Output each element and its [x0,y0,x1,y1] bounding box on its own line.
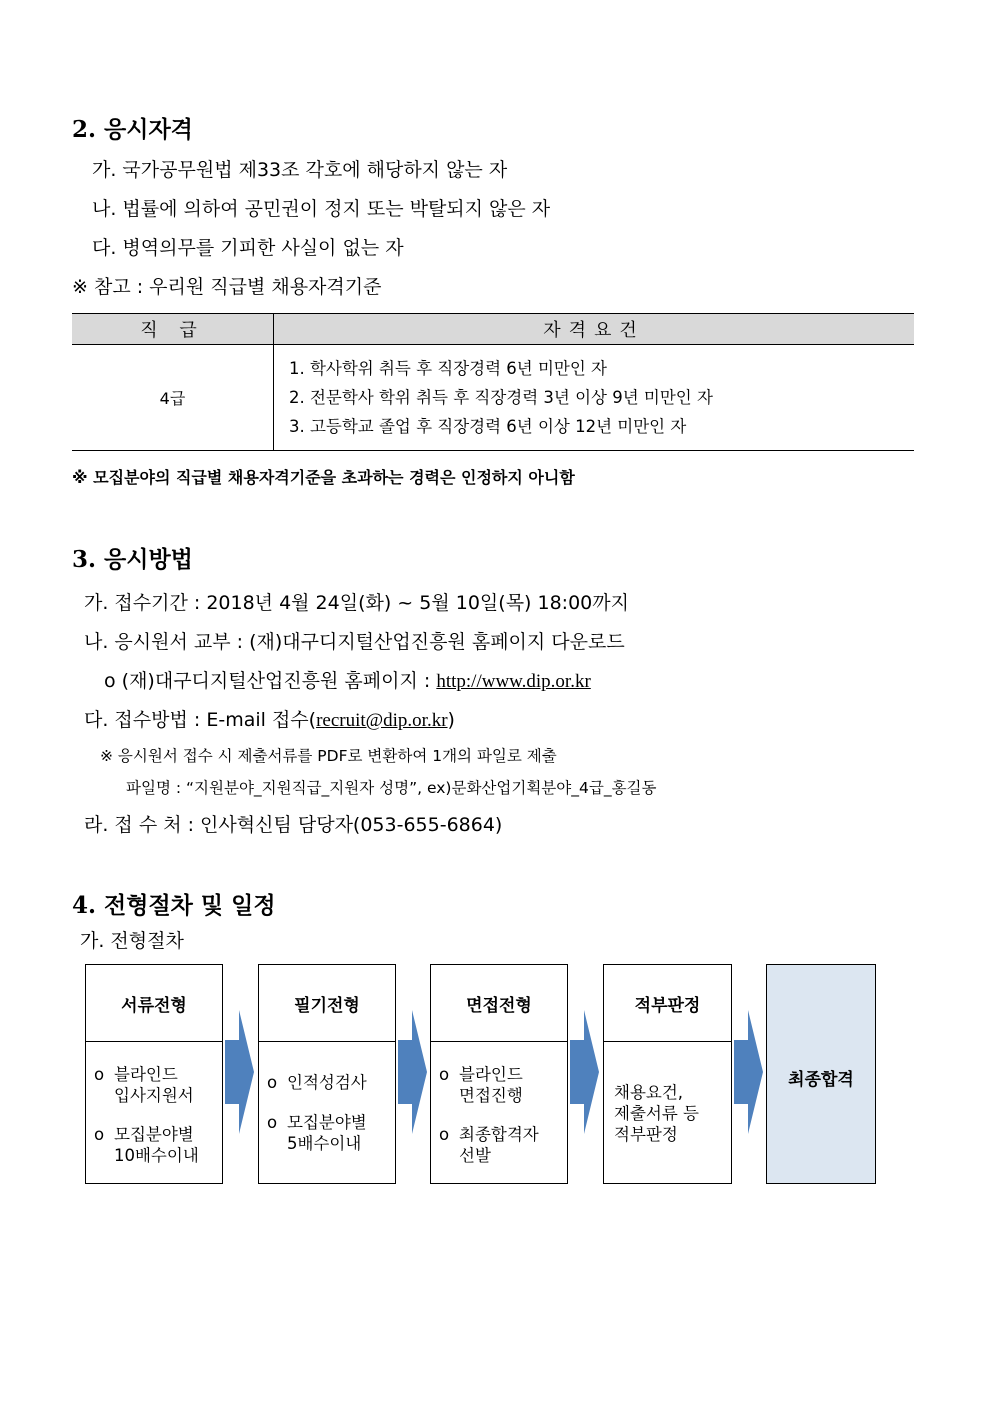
email-link[interactable]: recruit@dip.or.kr [316,710,448,731]
step-title: 면접전형 [431,965,567,1042]
homepage-link[interactable]: http://www.dip.or.kr [436,671,591,692]
step-detail: 블라인드 입사지원서 [114,1065,194,1105]
qualification-item-1: 가. 국가공무원법 제33조 각호에 해당하지 않는 자 [92,159,508,181]
homepage-line [104,666,591,693]
application-period: 가. 접수기간 : 2018년 4월 24일(화) ~ 5월 10일(목) 18:00까지 [84,592,629,614]
qualification-table [72,313,914,451]
process-subtitle: 가. 전형절차 [80,930,184,952]
section-3-title: 3. 응시방법 [72,546,193,573]
step-title: 필기전형 [259,965,395,1042]
table-footnote: ※ 모집분야의 직급별 채용자격기준을 초과하는 경력은 인정하지 아니함 [72,468,575,487]
step-title: 서류전형 [86,965,222,1042]
application-form: 나. 응시원서 교부 : (재)대구디지털산업진흥원 홈페이지 다운로드 [84,631,625,653]
table-header-requirements: 자격요건 [274,314,915,345]
section-2-title: 2. 응시자격 [72,116,193,143]
method-line [84,705,455,732]
homepage-label: o (재)대구디지털산업진흥원 홈페이지 : [104,670,437,692]
requirement-item: 2. 전문학사 학위 취득 후 직장경력 3년 이상 9년 미만인 자 [289,388,713,407]
submission-note: ※ 응시원서 접수 시 제출서류를 PDF로 변환하여 1개의 파일로 제출 [100,747,557,765]
arrow-right-icon [225,1010,255,1134]
step-detail: 인적성검사 [287,1073,367,1092]
arrow-right-icon [398,1010,428,1134]
step-title: 적부판정 [604,965,731,1042]
table-cell-requirements [274,345,915,451]
step-document-screening: 서류전형 o 블라인드 입사지원서 o 모집분야별 10배수이내 [85,964,223,1184]
requirement-item: 1. 학사학위 취득 후 직장경력 6년 미만인 자 [289,359,607,378]
final-pass-label: 최종합격 [788,1070,854,1090]
step-detail: 모집분야별 5배수이내 [287,1113,367,1153]
step-detail: 채용요건, 제출서류 등 적부판정 [614,1083,699,1144]
arrow-right-icon [734,1010,764,1134]
method-label: 다. 접수방법 : E-mail 접수( [84,709,317,731]
table-cell-grade: 4급 [72,345,274,451]
section-4-title: 4. 전형절차 및 일정 [72,892,276,919]
step-interview: 면접전형 o 블라인드 면접진행 o 최종합격자 선발 [430,964,568,1184]
requirement-item: 3. 고등학교 졸업 후 직장경력 6년 이상 12년 미만인 자 [289,417,687,436]
step-detail: 모집분야별 10배수이내 [114,1125,199,1165]
reference-note: ※ 참고 : 우리원 직급별 채용자격기준 [72,276,382,298]
filename-note: 파일명 : “지원분야_지원직급_지원자 성명”, ex)문화산업기획분야_4급_홍길동 [126,779,657,797]
step-detail: 블라인드 면접진행 [459,1065,523,1105]
final-pass-box [766,964,876,1184]
step-detail: 최종합격자 선발 [459,1125,539,1165]
table-header-grade: 직 급 [72,314,274,345]
method-close: ) [447,709,455,731]
arrow-right-icon [570,1010,600,1134]
step-written-test: 필기전형 o 인적성검사 o 모집분야별 5배수이내 [258,964,396,1184]
step-eligibility-review [603,964,732,1184]
qualification-item-3: 다. 병역의무를 기피한 사실이 없는 자 [92,237,404,259]
qualification-item-2: 나. 법률에 의하여 공민권이 정지 또는 박탈되지 않은 자 [92,198,551,220]
contact-line: 라. 접 수 처 : 인사혁신팀 담당자(053-655-6864) [84,814,503,836]
